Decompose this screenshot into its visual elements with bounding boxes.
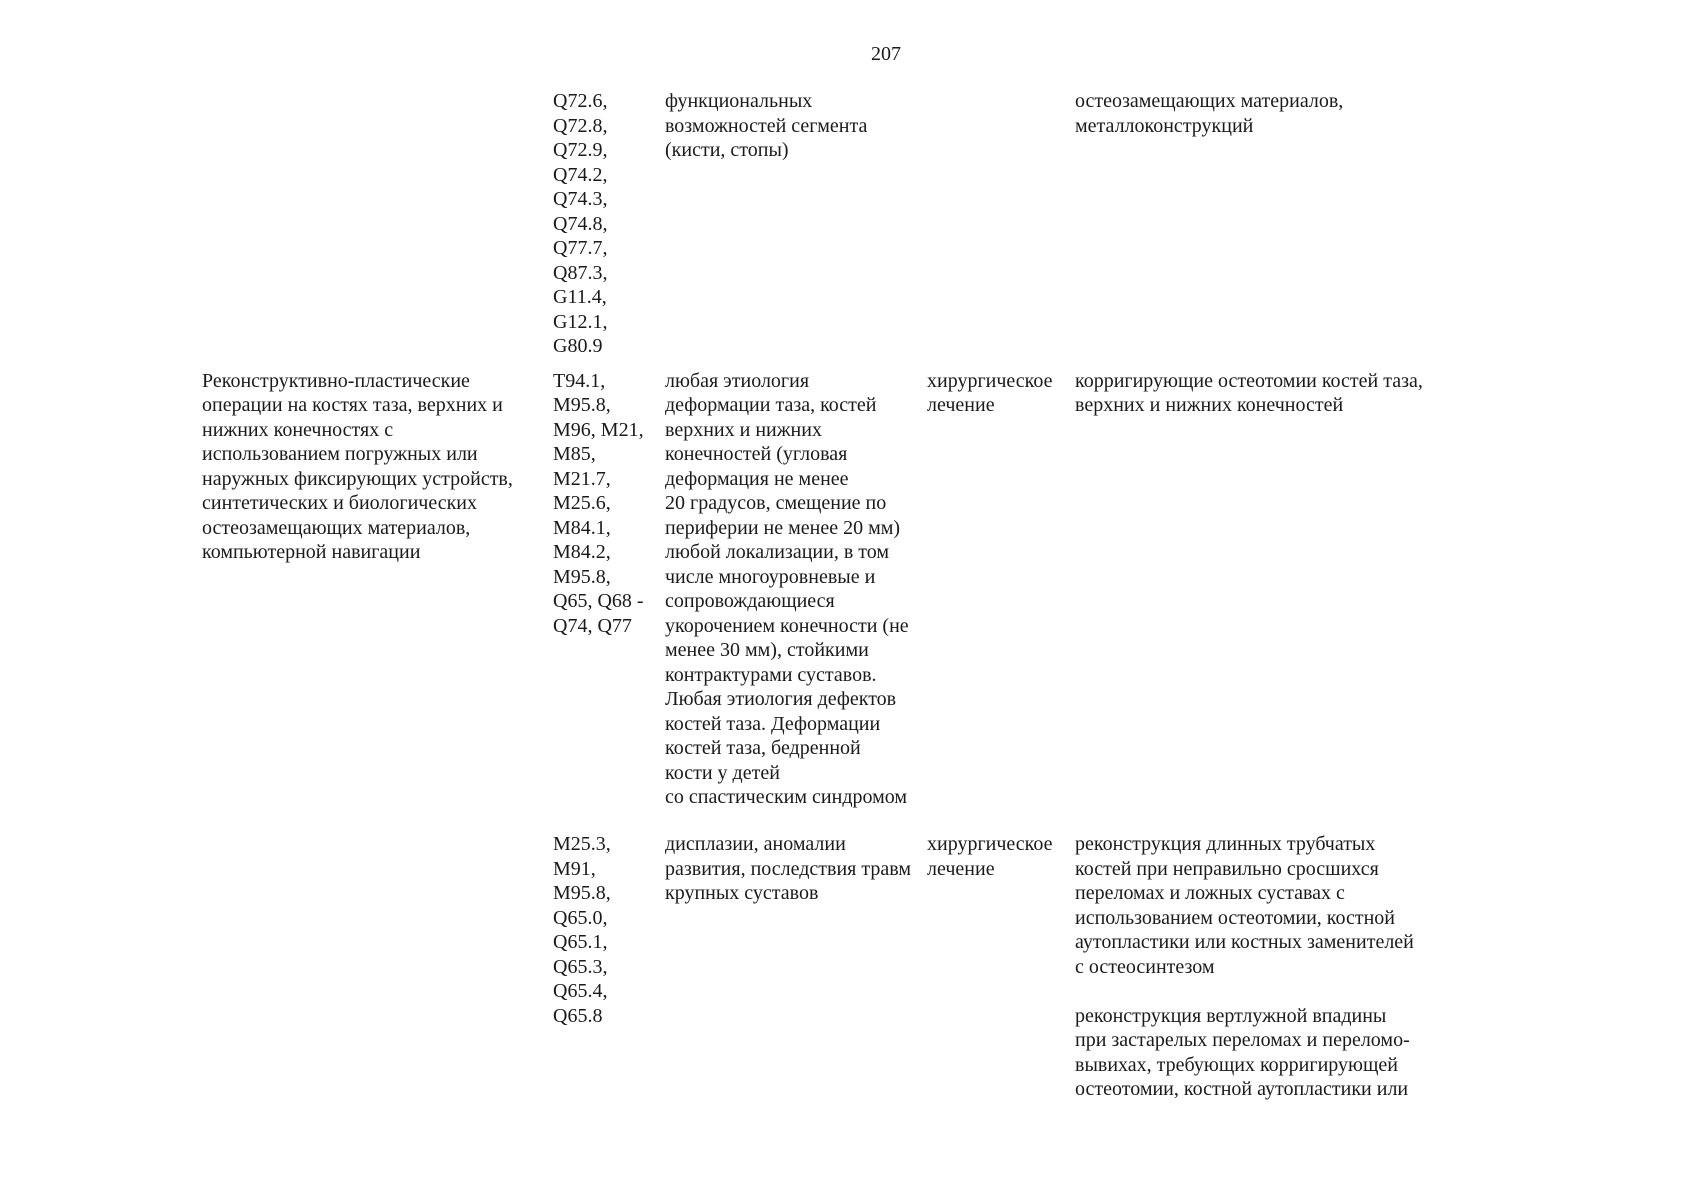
icd-code: Q72.8,: [553, 114, 608, 137]
icd-code: M95.8,: [553, 394, 611, 416]
icd-code: Q74.2,: [553, 163, 608, 186]
icd-code: M84.1,: [553, 516, 611, 539]
icd-code: Q72.6,: [553, 90, 608, 112]
procedure-name-line: наружных фиксирующих устройств,: [202, 467, 513, 490]
icd-codes-cell: [553, 832, 658, 1028]
patient-model-line: развития, последствия травм: [665, 857, 911, 880]
icd-code: Q65.8: [553, 1004, 603, 1027]
treatment-method-line: остеозамещающих материалов,: [1075, 90, 1344, 112]
treatment-method-line: вывихах, требующих корригирующей: [1075, 1053, 1398, 1076]
treatment-method-line: аутопластики или костных заменителей: [1075, 931, 1414, 953]
procedure-name-line: компьютерной навигации: [202, 541, 421, 563]
patient-model-line: конечностей (угловая: [665, 443, 848, 465]
patient-model-line: любой локализации, в том: [665, 541, 890, 563]
icd-code: Q87.3,: [553, 261, 608, 284]
treatment-method-line: костей при неправильно сросшихся: [1075, 857, 1379, 880]
icd-code: Q74, Q77: [553, 614, 632, 637]
treatment-method-cell: [1075, 832, 1475, 1102]
patient-model-line: 20 градусов, смещение по: [665, 492, 887, 514]
icd-code: M21.7,: [553, 467, 611, 490]
icd-code: G11.4,: [553, 286, 607, 308]
icd-code: M25.3,: [553, 833, 611, 855]
treatment-method-line: металлоконструкций: [1075, 114, 1254, 137]
icd-code: M96, M21,: [553, 418, 644, 441]
icd-code: Q77.7,: [553, 237, 608, 259]
patient-model-line: деформации таза, костей: [665, 394, 877, 416]
treatment-method-line: реконструкция длинных трубчатых: [1075, 833, 1376, 855]
patient-model-line: крупных суставов: [665, 882, 819, 904]
icd-code: Q72.9,: [553, 139, 608, 161]
page-number: 207: [871, 43, 901, 65]
icd-code: G12.1,: [553, 310, 608, 333]
treatment-method-line: верхних и нижних конечностей: [1075, 394, 1344, 416]
patient-model-line: дисплазии, аномалии: [665, 833, 846, 855]
procedure-name-line: остеозамещающих материалов,: [202, 516, 471, 539]
treatment-method-cell: [1075, 89, 1475, 138]
icd-code: Q65.3,: [553, 955, 608, 978]
treatment-type-line: лечение: [927, 857, 995, 880]
icd-code: Q65.0,: [553, 906, 608, 929]
treatment-type-cell: [927, 832, 1072, 881]
procedure-name-line: операции на костях таза, верхних и: [202, 394, 503, 416]
patient-model-line: со спастическим синдромом: [665, 786, 908, 808]
patient-model-cell: [665, 89, 925, 163]
patient-model-cell: [665, 369, 925, 810]
patient-model-line: функциональных: [665, 90, 813, 112]
procedure-name-line: использованием погружных или: [202, 443, 478, 465]
icd-code: Q65.1,: [553, 931, 608, 953]
treatment-method-line: с остеосинтезом: [1075, 955, 1215, 978]
procedure-name-line: нижних конечностях с: [202, 418, 394, 441]
icd-codes-cell: [553, 369, 658, 639]
icd-code: Q74.3,: [553, 188, 608, 210]
treatment-method-line: при застарелых переломах и переломо-: [1075, 1029, 1410, 1051]
patient-model-line: верхних и нижних: [665, 418, 822, 441]
treatment-method-cell: [1075, 369, 1475, 418]
icd-code: M95.8,: [553, 565, 611, 588]
icd-code: M25.6,: [553, 492, 611, 514]
icd-code: G80.9: [553, 335, 603, 357]
treatment-type-line: хирургическое: [927, 369, 1053, 392]
treatment-type-line: лечение: [927, 394, 995, 416]
patient-model-line: деформация не менее: [665, 467, 849, 490]
patient-model-line: костей таза. Деформации: [665, 712, 881, 735]
patient-model-line: периферии не менее 20 мм): [665, 516, 901, 539]
patient-model-line: любая этиология: [665, 369, 810, 392]
icd-code: M95.8,: [553, 882, 611, 904]
procedure-name-line: Реконструктивно-пластические: [202, 369, 470, 392]
icd-code: T94.1,: [553, 369, 606, 392]
icd-codes-cell: [553, 89, 658, 359]
procedure-name-cell: [202, 369, 542, 565]
paragraph-gap: [1075, 979, 1475, 1004]
patient-model-line: возможностей сегмента: [665, 114, 868, 137]
patient-model-line: костей таза, бедренной: [665, 737, 861, 759]
patient-model-line: менее 30 мм), стойкими: [665, 639, 869, 661]
icd-code: Q65.4,: [553, 980, 608, 1002]
treatment-method-line: корригирующие остеотомии костей таза,: [1075, 369, 1423, 392]
treatment-method-line: использованием остеотомии, костной: [1075, 906, 1396, 929]
treatment-method-line: реконструкция вертлужной впадины: [1075, 1004, 1387, 1027]
icd-code: M91,: [553, 857, 596, 880]
procedure-name-line: синтетических и биологических: [202, 492, 478, 514]
patient-model-line: укорочением конечности (не: [665, 614, 909, 637]
patient-model-cell: [665, 832, 925, 906]
treatment-method-line: переломах и ложных суставах с: [1075, 882, 1345, 904]
icd-code: Q74.8,: [553, 212, 608, 235]
icd-code: M85,: [553, 443, 596, 465]
patient-model-line: числе многоуровневые и: [665, 565, 876, 588]
patient-model-line: (кисти, стопы): [665, 139, 789, 161]
patient-model-line: кости у детей: [665, 761, 780, 784]
icd-code: Q65, Q68 -: [553, 590, 644, 612]
treatment-type-cell: [927, 369, 1072, 418]
patient-model-line: сопровождающиеся: [665, 590, 835, 612]
treatment-method-line: остеотомии, костной аутопластики или: [1075, 1078, 1409, 1100]
icd-code: M84.2,: [553, 541, 611, 563]
patient-model-line: Любая этиология дефектов: [665, 688, 897, 710]
patient-model-line: контрактурами суставов.: [665, 663, 877, 686]
treatment-type-line: хирургическое: [927, 833, 1053, 855]
